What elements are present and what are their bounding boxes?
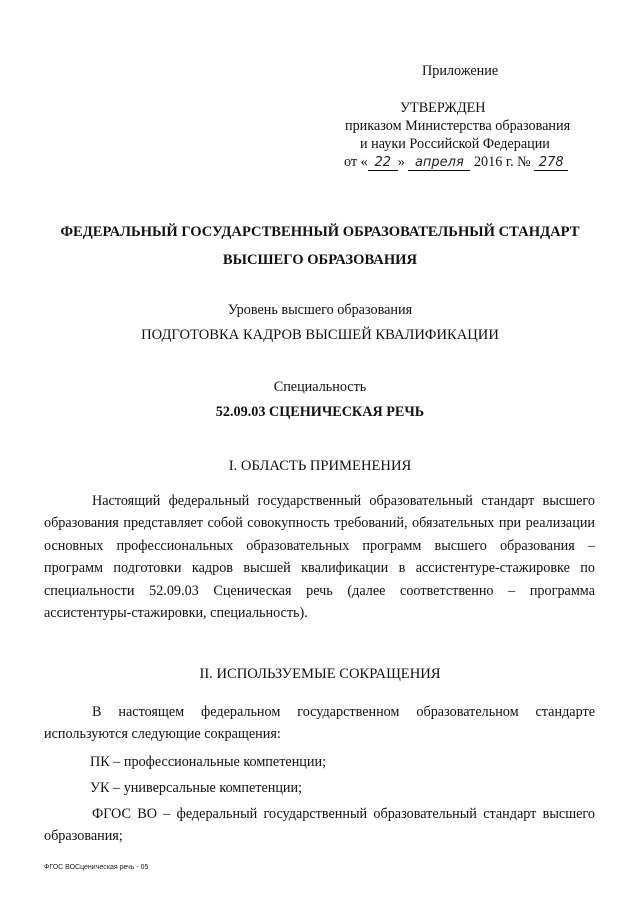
order-number: 278 bbox=[534, 156, 568, 171]
ministry-line: и науки Российской Федерации bbox=[360, 136, 550, 152]
date-day: 22 bbox=[368, 156, 398, 171]
date-line bbox=[330, 153, 610, 171]
section-2-intro: В настоящем федеральном государственном образовательном стандарте используются следующие сокращения: bbox=[44, 704, 595, 743]
appendix-label: Приложение bbox=[422, 63, 499, 79]
abbreviation-pk: ПК – профессиональные компетенции; bbox=[90, 754, 327, 770]
page-footer: ФГОС ВОСценическая речь - 05 bbox=[44, 864, 149, 871]
abbreviation-fgos: ФГОС ВО – федеральный государственный образовательный стандарт высшего образования; bbox=[44, 806, 595, 845]
level-label: Уровень высшего образования bbox=[227, 302, 413, 318]
abbreviation-fgos-block bbox=[44, 803, 595, 848]
section-1-heading: I. ОБЛАСТЬ ПРИМЕНЕНИЯ bbox=[228, 458, 412, 474]
level-value: ПОДГОТОВКА КАДРОВ ВЫСШЕЙ КВАЛИФИКАЦИИ bbox=[141, 327, 499, 343]
approval-block bbox=[330, 62, 610, 171]
document-title bbox=[30, 218, 610, 274]
date-mid: » bbox=[397, 154, 405, 170]
order-line: приказом Министерства образования bbox=[345, 118, 571, 134]
title-line-1: ФЕДЕРАЛЬНЫЙ ГОСУДАРСТВЕННЫЙ ОБРАЗОВАТЕЛЬНЫЙ СТАНДАРТ bbox=[60, 224, 580, 240]
date-year: 2016 г. № bbox=[473, 154, 531, 170]
section-2-heading: II. ИСПОЛЬЗУЕМЫЕ СОКРАЩЕНИЯ bbox=[199, 666, 441, 682]
abbreviation-uk: УК – универсальные компетенции; bbox=[90, 780, 303, 796]
date-prefix: от « bbox=[344, 154, 368, 170]
title-line-2: ВЫСШЕГО ОБРАЗОВАНИЯ bbox=[222, 252, 418, 268]
specialty-label: Специальность bbox=[273, 379, 367, 395]
section-1-paragraph: Настоящий федеральный государственный образовательный стандарт высшего образования представляет собой совокупность требований, обязательных при реализации основных профессиональных образовательных программ высшего образования – программ подготовки кадров высшей квалификации в ассистентуре-стажировке по специальности 52.09.03 Сценическая речь (далее соответственно – программа ассистентуры-стажировки, специальность). bbox=[44, 493, 595, 622]
specialty-value: 52.09.03 СЦЕНИЧЕСКАЯ РЕЧЬ bbox=[215, 404, 425, 420]
section-2-intro-block bbox=[44, 701, 595, 746]
date-month: апреля bbox=[408, 156, 470, 171]
section-1-text bbox=[44, 490, 595, 624]
approved-label: УТВЕРЖДЕН bbox=[400, 100, 486, 116]
